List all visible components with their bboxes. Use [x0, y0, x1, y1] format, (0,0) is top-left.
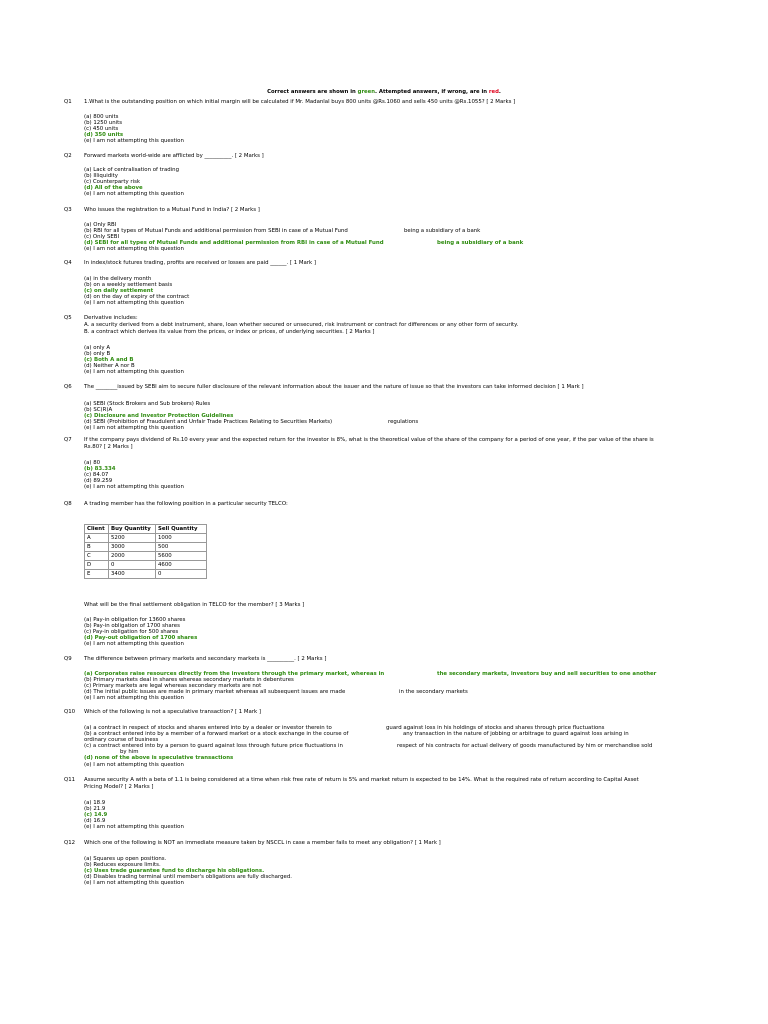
question-text-line: 1.What is the outstanding position on which initial margin will be calculated if Mr. Madanlal buys 800 units @Rs.1060 and sells 450 units @Rs.1055? [ 2 Marks ]	[84, 99, 516, 105]
question-text-line: A. a security derived from a debt instrument, share, loan whether secured or unsecured, risk instrument or contract for differences or any other form of security.	[84, 322, 519, 328]
table-cell: 3400	[109, 570, 156, 579]
question-text-line: The ________issued by SEBI aim to secure fuller disclosure of the relevant information about the issuer and the nature of issue so that the investors can take informed decision [ 1 Mark ]	[84, 384, 584, 390]
answer-option: (b) Pay-in obligation of 1700 shares	[84, 623, 180, 630]
answer-options	[84, 222, 704, 252]
answer-options	[84, 167, 704, 197]
table-cell: 1000	[156, 534, 207, 543]
question-text-line: Who issues the registration to a Mutual Fund in India? [ 2 Marks ]	[84, 207, 260, 213]
question-number: Q9	[64, 656, 72, 662]
answer-options	[84, 725, 704, 768]
question-text-line: Forward markets world-wide are afflicted by __________. [ 2 Marks ]	[84, 153, 264, 159]
question-number: Q3	[64, 207, 72, 213]
answer-options	[84, 800, 704, 830]
answer-option: (a) 80	[84, 460, 101, 466]
answer-options	[84, 617, 704, 647]
answer-option-tail: guard against loss in his holdings of stocks and shares through price fluctuations	[386, 725, 605, 731]
question-text-line: If the company pays dividend of Rs.10 every year and the expected return for the investor is 8%, what is the theoretical value of the share of the company for a period of one year, if the par value of the share is	[84, 437, 654, 443]
legend-red-word: red	[488, 89, 499, 95]
table-cell: B	[85, 543, 109, 552]
answer-option-text: (d) SEBI (Prohibition of Fraudulent and Unfair Trade Practices Relating to Securities Markets)	[84, 419, 333, 426]
answer-option: (e) I am not attempting this question	[84, 761, 184, 768]
answer-option: (a) 800 units	[84, 114, 119, 120]
question-text-line: In index/stock futures trading, profits are received or losses are paid ______. [ 1 Mark ]	[84, 260, 316, 266]
answer-options	[84, 856, 704, 886]
question-text-line: Derivative includes:	[84, 315, 138, 321]
answer-option: (a) in the delivery month	[84, 276, 152, 282]
question-text	[84, 709, 688, 716]
answer-option: (c) 84.07	[84, 472, 109, 479]
answer-option-tail: any transaction in the nature of jobbing or arbitrage to guard against loss arising in	[403, 731, 629, 738]
answer-option: (e) I am not attempting this question	[84, 425, 184, 432]
question-text	[84, 840, 688, 847]
answer-option: (e) I am not attempting this question	[84, 641, 184, 648]
answer-option: (b) SC(R)A	[84, 407, 113, 414]
question-text	[84, 99, 688, 106]
table-row	[85, 570, 207, 579]
question-text-line: Assume security A with a beta of 1.1 is being considered at a time when risk free rate of return is 5% and market return is expected to be 14%. What is the required rate of return according to Capital Asset	[84, 777, 639, 783]
question-followup-text: What will be the final settlement obligation in TELCO for the member? [ 3 Marks ]	[84, 602, 305, 608]
answer-option: (e) I am not attempting this question	[84, 369, 184, 376]
answer-option-text: (b) a contract entered into by a member of a forward market or a stock exchange in the course of	[84, 731, 349, 738]
answer-option: (d) 89.259	[84, 478, 113, 485]
answer-option-text: (a) Corporates raise resources directly from the investors through the primary market, whereas in	[84, 671, 385, 677]
answer-option: (a) SEBI (Stock Brokers and Sub brokers) Rules	[84, 401, 211, 407]
answer-option-text: (a) a contract in respect of stocks and shares entered into by a dealer or investor therein to	[84, 725, 332, 731]
table-header-sell-quantity: Sell Quantity	[156, 525, 207, 534]
answer-option: (e) I am not attempting this question	[84, 138, 184, 145]
answer-options	[84, 460, 704, 490]
answer-option-text: (d) The initial public issues are made in primary market whereas all subsequent issues are made	[84, 689, 346, 696]
question-text	[84, 501, 688, 508]
answer-options	[84, 401, 704, 431]
answer-option: (b) Reduces exposure limits.	[84, 862, 161, 869]
correct-answer-option: (d) Pay-out obligation of 1700 shares	[84, 635, 198, 642]
answer-option: ordinary course of business	[84, 737, 159, 744]
question-number: Q2	[64, 153, 72, 159]
table-cell: 5200	[109, 534, 156, 543]
correct-answer-option: (c) on daily settlement	[84, 288, 154, 295]
answer-option: (a) Squares up open positions.	[84, 856, 167, 862]
question-text-line: The difference between primary markets and secondary markets is __________. [ 2 Marks ]	[84, 656, 327, 662]
answer-option: (e) I am not attempting this question	[84, 880, 184, 887]
answer-option: (e) I am not attempting this question	[84, 824, 184, 831]
question-text	[84, 656, 688, 663]
answer-option-tail: regulations	[388, 419, 419, 426]
question-text-line: A trading member has the following position in a particular security TELCO:	[84, 501, 288, 507]
legend-text-2: . Attempted answers, if wrong, are in	[375, 89, 489, 95]
table-header-buy-quantity: Buy Quantity	[109, 525, 156, 534]
answer-option: (d) Neither A nor B	[84, 363, 135, 370]
question-number: Q5	[64, 315, 72, 321]
correct-answer-option: (d) none of the above is speculative transactions	[84, 755, 234, 762]
answer-option-text: (c) a contract entered into by a person to guard against loss through future price fluctuations in	[84, 743, 343, 750]
answer-option: (c) 450 units	[84, 126, 119, 133]
answer-option: (d) on the day of expiry of the contract	[84, 294, 190, 301]
table-cell: 500	[156, 543, 207, 552]
answer-option: (a) Only RBI	[84, 222, 117, 228]
answer-option-tail: respect of his contracts for actual delivery of goods manufactured by him or merchandise sold	[397, 743, 653, 750]
answer-option: (d) Disables trading terminal until member's obligations are fully discharged.	[84, 874, 292, 881]
answer-option: (b) only B	[84, 351, 111, 358]
question-text	[84, 384, 688, 391]
table-cell: D	[85, 561, 109, 570]
table-header-client: Client	[85, 525, 109, 534]
question-number: Q7	[64, 437, 72, 443]
table-cell: 2000	[109, 552, 156, 561]
table-cell: 0	[109, 561, 156, 570]
answer-option: (a) only A	[84, 345, 111, 351]
legend-text-3: .	[498, 89, 501, 95]
table-cell: A	[85, 534, 109, 543]
answer-option-tail: being a subsidiary of a bank	[437, 240, 524, 247]
question-text	[84, 315, 688, 336]
answer-option-continuation: by him	[120, 749, 139, 756]
answer-option: (b) on a weekly settlement basis	[84, 282, 173, 289]
correct-answer-option: (c) Disclosure and Investor Protection Guidelines	[84, 413, 234, 420]
correct-answer-option: (d) All of the above	[84, 185, 143, 192]
question-text-line: Pricing Model? [ 2 Marks ]	[84, 784, 154, 790]
table-cell: E	[85, 570, 109, 579]
answer-option: (b) 21.9	[84, 806, 106, 813]
question-text	[84, 260, 688, 267]
table-cell: C	[85, 552, 109, 561]
question-number: Q6	[64, 384, 72, 390]
answer-option: (a) Pay-in obligation for 13600 shares	[84, 617, 186, 623]
answer-option: (c) Pay-in obligation for 500 shares	[84, 629, 179, 636]
answer-options	[84, 276, 704, 306]
answer-option: (e) I am not attempting this question	[84, 484, 184, 491]
question-number: Q11	[64, 777, 76, 783]
correct-answer-option: (c) Uses trade guarantee fund to discharge his obligations.	[84, 868, 265, 875]
question-number: Q10	[64, 709, 76, 715]
table-row	[85, 552, 207, 561]
answer-option-text: (d) SEBI for all types of Mutual Funds and additional permission from RBI in case of a Mutual Fund	[84, 240, 384, 247]
answer-option: (d) 16.9	[84, 818, 106, 825]
correct-answer-option: (d) 350 units	[84, 132, 124, 139]
question-text	[84, 777, 688, 791]
question-text	[84, 437, 688, 451]
table-cell: 3000	[109, 543, 156, 552]
answer-options	[84, 114, 704, 144]
answer-color-legend	[0, 89, 768, 96]
question-text-line: B. a contract which derives its value from the prices, or index or prices, of underlying securities. [ 2 Marks ]	[84, 329, 375, 335]
correct-answer-option: (c) 14.9	[84, 812, 108, 819]
table-row	[85, 561, 207, 570]
answer-option: (e) I am not attempting this question	[84, 300, 184, 307]
answer-option: (a) Lack of centralisation of trading	[84, 167, 180, 173]
question-number: Q1	[64, 99, 72, 105]
answer-option: (b) Primary markets deal in shares whereas secondary markets in debentures	[84, 677, 294, 684]
question-number: Q12	[64, 840, 76, 846]
legend-green-word: green	[357, 89, 376, 95]
question-text-line: Rs.80? [ 2 Marks ]	[84, 444, 133, 450]
question-text-line: Which one of the following is NOT an immediate measure taken by NSCCL in case a member fails to meet any obligation? [ 1 Mark ]	[84, 840, 441, 846]
answer-option: (a) 18.9	[84, 800, 106, 806]
answer-option: (c) Primary markets are legal whereas secondary markets are not	[84, 683, 262, 690]
answer-option: (b) Illiquidity	[84, 173, 118, 180]
table-cell: 0	[156, 570, 207, 579]
answer-option: (c) Counterparty risk	[84, 179, 141, 186]
table-row	[85, 543, 207, 552]
position-table	[84, 524, 207, 579]
correct-answer-option: (c) Both A and B	[84, 357, 134, 364]
table-cell: 4600	[156, 561, 207, 570]
question-text	[84, 153, 688, 160]
answer-option-text: (b) RBI for all types of Mutual Funds and additional permission from SEBI in case of a Mutual Fund	[84, 228, 348, 235]
table-header-row	[85, 525, 207, 534]
answer-options	[84, 345, 704, 375]
legend-text-1: Correct answers are shown in	[267, 89, 358, 95]
question-text	[84, 207, 688, 214]
answer-option: (e) I am not attempting this question	[84, 695, 184, 702]
answer-option-tail: in the secondary markets	[399, 689, 468, 696]
question-text-line: Which of the following is not a speculative transaction? [ 1 Mark ]	[84, 709, 261, 715]
table-cell: 5600	[156, 552, 207, 561]
answer-option: (b) 1250 units	[84, 120, 123, 127]
answer-option-tail: being a subsidiary of a bank	[404, 228, 481, 235]
question-number: Q8	[64, 501, 72, 507]
answer-options	[84, 671, 704, 701]
table-row	[85, 534, 207, 543]
answer-option: (e) I am not attempting this question	[84, 246, 184, 253]
answer-option-tail: the secondary markets, investors buy and sell securities to one another	[437, 671, 657, 677]
answer-option: (c) Only SEBI	[84, 234, 120, 241]
answer-option: (e) I am not attempting this question	[84, 191, 184, 198]
correct-answer-option: (b) 83.334	[84, 466, 116, 473]
question-number: Q4	[64, 260, 72, 266]
